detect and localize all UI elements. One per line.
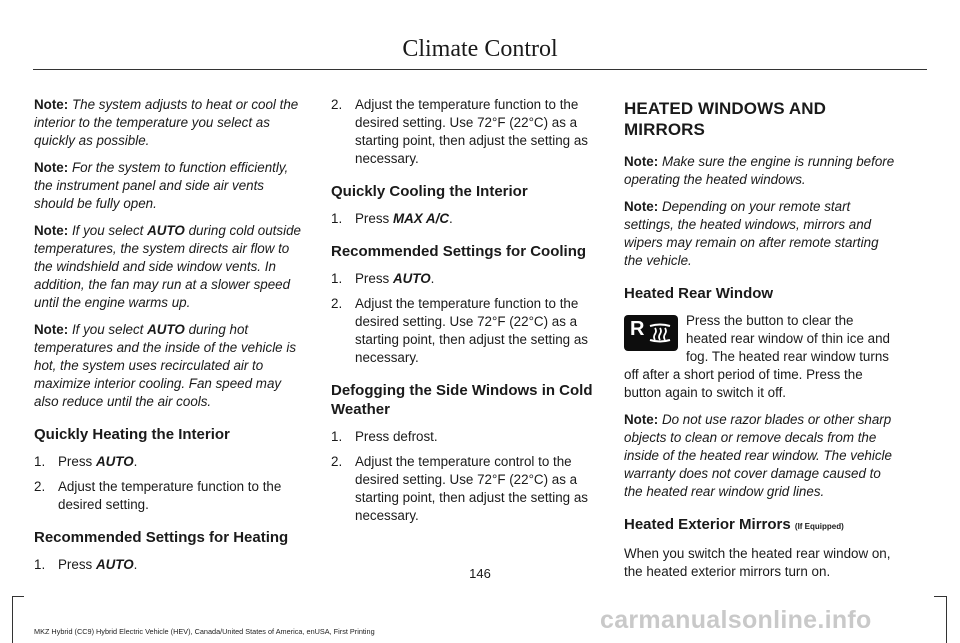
rear-defrost-icon: [624, 315, 678, 351]
auto-keyword: AUTO: [95, 454, 134, 469]
section-heading-heated-mirrors: [624, 515, 896, 536]
step-text: Adjust the temperature function to the desired setting. Use 72°F (22°C) as a starting point, then adjust the setting as necessary.: [355, 296, 588, 365]
note-paragraph: [34, 96, 306, 150]
rear-window-paragraph: [624, 312, 896, 402]
note-label: Note:: [624, 154, 659, 169]
heat-waves-icon: [648, 322, 672, 344]
note-text: Make sure the engine is running before operating the heated windows.: [624, 154, 895, 187]
footer-text: MKZ Hybrid (CC9) Hybrid Electric Vehicle (HEV), Canada/United States of America, enUSA, First Printing: [34, 627, 375, 636]
page-title: Climate Control: [402, 36, 558, 62]
crop-mark: [946, 596, 947, 643]
crop-mark: [12, 596, 24, 597]
auto-keyword: AUTO: [147, 322, 185, 337]
section-heading-rec-cooling: Recommended Settings for Cooling: [331, 243, 587, 260]
section-heading-quick-cooling: Quickly Cooling the Interior: [331, 183, 528, 200]
step-text: .: [133, 454, 138, 469]
list-item: [331, 428, 601, 446]
header-rule: [33, 69, 927, 70]
note-text: If you select: [71, 223, 148, 238]
note-text: Do not use razor blades or other sharp objects to clean or remove decals from the inside of the heated rear window. The vehicle warranty does not cover damage caused to the heated rear window grid lines.: [624, 412, 892, 499]
step-text: Press: [355, 271, 393, 286]
column-left: [34, 96, 306, 581]
note-label: Note:: [34, 223, 69, 238]
heading-text: Heated Exterior Mirrors: [624, 516, 791, 533]
section-heading-rec-heating: Recommended Settings for Heating: [34, 529, 289, 546]
step-text: Press: [58, 557, 96, 572]
section-heading-quick-heating: Quickly Heating the Interior: [34, 426, 230, 443]
step-number: 1.: [331, 271, 343, 286]
watermark: carmanualsonline.info: [600, 606, 872, 634]
step-number: 2.: [331, 97, 343, 112]
step-text: .: [430, 271, 435, 286]
note-text: If you select: [71, 322, 148, 337]
step-number: 2.: [34, 479, 46, 494]
step-text: Press: [58, 454, 96, 469]
crop-mark: [12, 596, 13, 643]
section-heading-defog: Defogging the Side Windows in Cold Weather: [331, 382, 593, 418]
note-label: Note:: [34, 97, 69, 112]
rear-window-text: Press the button to clear the heated rear window of thin ice and fog. The heated rear window turns off after a short period of time. Press the button again to switch it off.: [624, 313, 890, 400]
note-text: during cold outside temperatures, the system directs air flow to the windshield and side window vents. In addition, the fan may run at a slower speed until the engine warms up.: [34, 223, 301, 310]
step-text: Press: [355, 211, 393, 226]
steps-quick-heating: [34, 453, 306, 514]
note-paragraph: [624, 411, 896, 501]
note-paragraph: [34, 321, 306, 411]
note-label: Note:: [624, 412, 659, 427]
step-number: 1.: [331, 429, 343, 444]
note-paragraph: [34, 222, 306, 312]
section-heading-heated-windows: HEATED WINDOWS AND MIRRORS: [624, 99, 827, 139]
note-paragraph: [34, 159, 306, 213]
step-text: .: [449, 211, 453, 226]
note-text: Depending on your remote start settings, the heated windows, mirrors and wipers may remain on after remote starting the vehicle.: [624, 199, 879, 268]
list-item: [34, 478, 306, 514]
auto-keyword: AUTO: [147, 223, 185, 238]
step-number: 1.: [34, 557, 46, 572]
note-label: Note:: [34, 160, 69, 175]
steps-quick-cooling: [331, 210, 601, 228]
auto-keyword: AUTO: [392, 271, 431, 286]
step-text: Adjust the temperature function to the desired setting. Use 72°F (22°C) as a starting point, then adjust the setting as necessary.: [355, 97, 588, 166]
step-text: Adjust the temperature function to the desired setting.: [58, 479, 282, 512]
note-label: Note:: [624, 199, 659, 214]
max-ac-keyword: MAX A/C: [392, 211, 449, 226]
step-text: Adjust the temperature control to the desired setting. Use 72°F (22°C) as a starting point, then adjust the setting as necessary.: [355, 454, 588, 523]
column-right: [624, 96, 896, 590]
list-item: [331, 270, 601, 288]
step-number: 2.: [331, 296, 343, 311]
step-text: .: [133, 557, 138, 572]
step-number: 1.: [34, 454, 46, 469]
note-text: during hot temperatures and the inside of the vehicle is hot, the system uses recirculated air to maximize interior cooling. Fan speed may also reduce until the air cools.: [34, 322, 297, 409]
note-text: For the system to function efficiently, the instrument panel and side air vents should be fully open.: [34, 160, 289, 211]
note-paragraph: [624, 153, 896, 189]
step-number: 2.: [331, 454, 343, 469]
rear-defrost-letter: R: [630, 318, 645, 340]
step-text: Press defrost.: [355, 429, 438, 444]
list-item: [34, 453, 306, 471]
page-number: 146: [469, 566, 491, 581]
section-heading-heated-rear-window: Heated Rear Window: [624, 285, 774, 302]
list-item: [331, 210, 601, 228]
note-label: Note:: [34, 322, 69, 337]
note-text: The system adjusts to heat or cool the interior to the temperature you select as quickly as possible.: [34, 97, 299, 148]
steps-rec-heating-cont: [331, 96, 601, 168]
steps-defog: [331, 428, 601, 525]
if-equipped-tag: (If Equipped): [794, 522, 844, 531]
list-item: [331, 453, 601, 525]
list-item: [331, 96, 601, 168]
steps-rec-cooling: [331, 270, 601, 367]
column-middle: [331, 96, 601, 532]
step-number: 1.: [331, 211, 343, 226]
auto-keyword: AUTO: [95, 557, 134, 572]
list-item: [331, 295, 601, 367]
note-paragraph: [624, 198, 896, 270]
crop-mark: [934, 596, 946, 597]
mirrors-paragraph: When you switch the heated rear window on, the heated exterior mirrors turn on.: [624, 546, 891, 579]
